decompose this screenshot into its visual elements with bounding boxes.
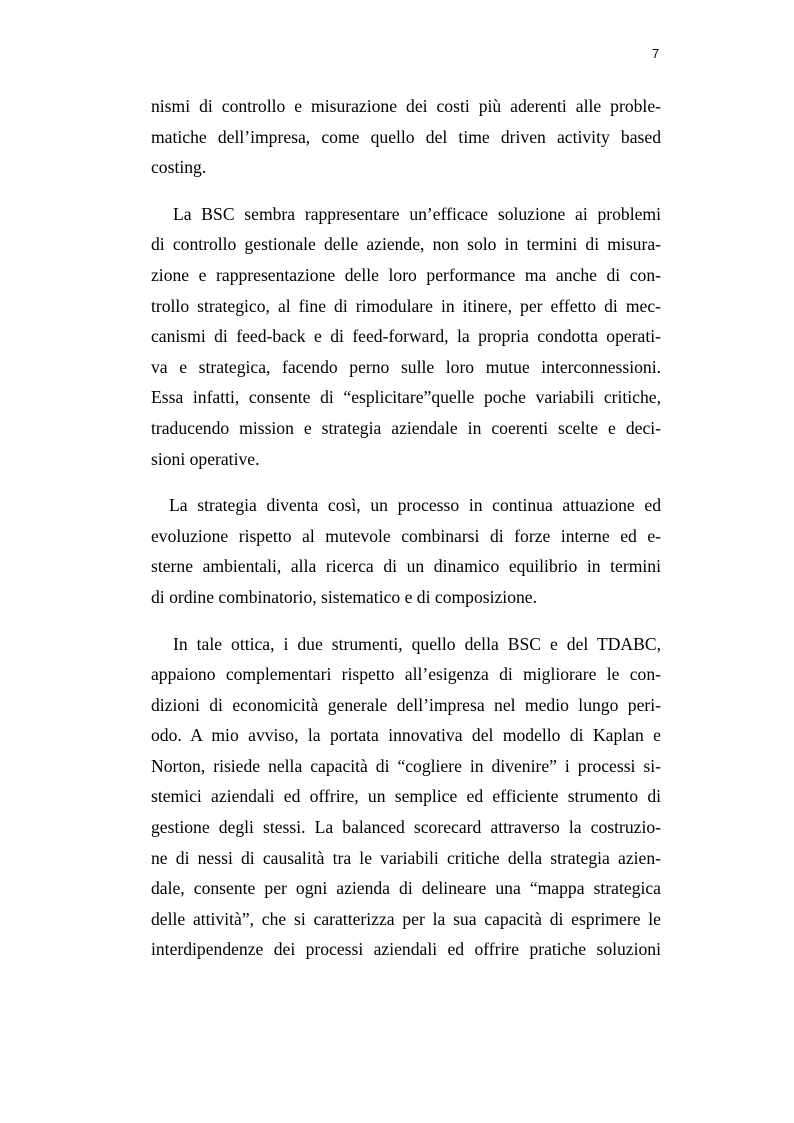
text-line: La BSC sembra rappresentare un’efficace soluzione ai problemi bbox=[173, 203, 661, 224]
paragraph-gap bbox=[151, 183, 661, 199]
text-line: dizioni di economicità generale dell’impresa nel medio lungo peri- bbox=[151, 694, 661, 715]
text-line: matiche dell’impresa, come quello del time driven activity based bbox=[151, 126, 661, 147]
text-line: costing. bbox=[151, 157, 207, 178]
body-text bbox=[151, 91, 661, 965]
text-line: va e strategica, facendo perno sulle loro mutue interconnessioni. bbox=[151, 356, 661, 377]
text-line: gestione degli stessi. La balanced scorecard attraverso la costruzio- bbox=[151, 817, 661, 838]
text-line: Norton, risiede nella capacità di “cogliere in divenire” i processi si- bbox=[151, 755, 661, 776]
text-line: dale, consente per ogni azienda di delineare una “mappa strategica bbox=[151, 878, 661, 899]
paragraph bbox=[151, 490, 661, 521]
text-line: delle attività”, che si caratterizza per la sua capacità di esprimere le bbox=[151, 908, 661, 929]
text-line: traducendo mission e strategia aziendale in coerenti scelte e deci- bbox=[151, 417, 661, 438]
text-line: sioni operative. bbox=[151, 448, 260, 469]
text-line: zione e rappresentazione delle loro performance ma anche di con- bbox=[151, 264, 661, 285]
paragraph-gap bbox=[151, 474, 661, 490]
paragraph bbox=[151, 629, 661, 660]
text-line: evoluzione rispetto al mutevole combinarsi di forze interne ed e- bbox=[151, 525, 661, 546]
text-line: appaiono complementari rispetto all’esigenza di migliorare le con- bbox=[151, 664, 661, 685]
paragraph-gap bbox=[151, 613, 661, 629]
text-line: canismi di feed-back e di feed-forward, la propria condotta operati- bbox=[151, 326, 661, 347]
text-line: La strategia diventa così, un processo in continua attuazione ed bbox=[169, 495, 661, 516]
paragraph bbox=[151, 199, 661, 230]
text-line: sterne ambientali, alla ricerca di un dinamico equilibrio in termini bbox=[151, 556, 661, 577]
text-line: ne di nessi di causalità tra le variabili critiche della strategia azien- bbox=[151, 847, 661, 868]
paragraph bbox=[151, 91, 661, 183]
paragraph-continuation bbox=[151, 229, 661, 474]
text-line: odo. A mio avviso, la portata innovativa del modello di Kaplan e bbox=[151, 725, 661, 746]
text-line: di controllo gestionale delle aziende, non solo in termini di misura- bbox=[151, 234, 661, 255]
page-number: 7 bbox=[652, 46, 660, 61]
text-line: stemici aziendali ed offrire, un semplice ed efficiente strumento di bbox=[151, 786, 661, 807]
text-line: di ordine combinatorio, sistematico e di composizione. bbox=[151, 586, 537, 607]
text-line: interdipendenze dei processi aziendali ed offrire pratiche soluzioni bbox=[151, 939, 661, 960]
paragraph-continuation bbox=[151, 659, 661, 965]
text-line: trollo strategico, al fine di rimodulare in itinere, per effetto di mec- bbox=[151, 295, 661, 316]
paragraph-continuation bbox=[151, 521, 661, 613]
text-line: nismi di controllo e misurazione dei costi più aderenti alle proble- bbox=[151, 96, 661, 116]
text-line: Essa infatti, consente di “esplicitare”quelle poche variabili critiche, bbox=[151, 387, 661, 408]
text-line: In tale ottica, i due strumenti, quello della BSC e del TDABC, bbox=[173, 633, 661, 654]
